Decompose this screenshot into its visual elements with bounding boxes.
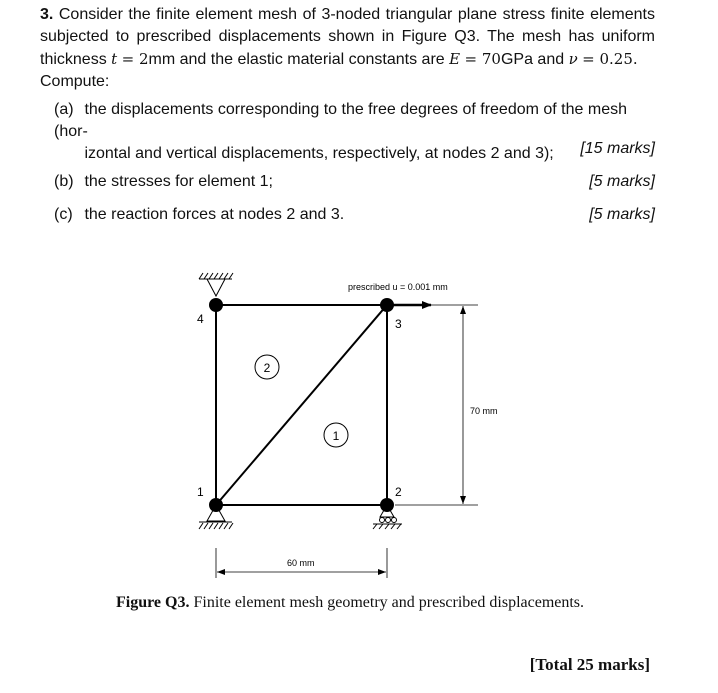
element-label-2: 2 <box>263 361 271 375</box>
node-2 <box>380 498 394 512</box>
height-dimension-label: 70 mm <box>470 406 498 416</box>
question-intro <box>40 4 655 93</box>
width-dimension-label: 60 mm <box>287 558 315 568</box>
figure-caption-text: Finite element mesh geometry and prescribed displacements. <box>193 594 585 611</box>
part-b <box>54 171 654 193</box>
node-4 <box>209 298 223 312</box>
poisson-value: = 0.25. <box>582 50 638 68</box>
part-a <box>54 99 654 165</box>
modulus-symbol: E <box>449 50 461 68</box>
node-label-3: 3 <box>395 317 402 331</box>
node-1 <box>209 498 223 512</box>
question-number: 3. <box>40 6 54 23</box>
part-b-text: the stresses for element 1; <box>84 173 273 190</box>
part-a-marks: [15 marks] <box>580 140 655 157</box>
modulus-unit-text: GPa and <box>500 51 565 68</box>
mesh-figure <box>0 262 718 582</box>
node-label-4: 4 <box>197 312 204 326</box>
node-label-2: 2 <box>395 485 402 499</box>
total-marks: [Total 25 marks] <box>529 655 650 674</box>
node-label-1: 1 <box>197 485 204 499</box>
figure-caption <box>116 594 584 612</box>
part-c-marks: [5 marks] <box>589 206 655 223</box>
modulus-value: = 70 <box>464 50 501 68</box>
part-b-marks: [5 marks] <box>589 173 655 190</box>
prescribed-displacement-label: prescribed u = 0.001 mm <box>348 282 448 292</box>
mesh-edges <box>216 305 387 505</box>
figure-caption-label: Figure Q3. <box>116 594 190 611</box>
part-c <box>54 204 654 226</box>
thickness-value: = 2 <box>121 50 149 68</box>
thickness-symbol: t <box>111 50 118 68</box>
part-a-text-line2: izontal and vertical displacements, respectively, at nodes 2 and 3); <box>84 145 554 162</box>
part-b-label: (b) <box>54 173 74 190</box>
node-3 <box>380 298 394 312</box>
element-label-1: 1 <box>332 429 340 443</box>
part-c-label: (c) <box>54 206 73 223</box>
node-4-support <box>199 273 233 296</box>
poisson-symbol: ν <box>568 50 578 68</box>
thickness-unit-text: mm and the elastic material constants are <box>148 51 445 68</box>
part-a-text-line1: the displacements corresponding to the free degrees of freedom of the mesh (hor- <box>54 101 627 140</box>
compute-text: Compute: <box>40 73 110 90</box>
part-a-label: (a) <box>54 101 74 118</box>
question-text: Consider the finite element mesh of 3-noded triangular plane stress finite elements subjected to prescribed displacements shown in Figure Q3. The mesh has uniform thickness <box>40 6 655 68</box>
part-c-text: the reaction forces at nodes 2 and 3. <box>84 206 345 223</box>
